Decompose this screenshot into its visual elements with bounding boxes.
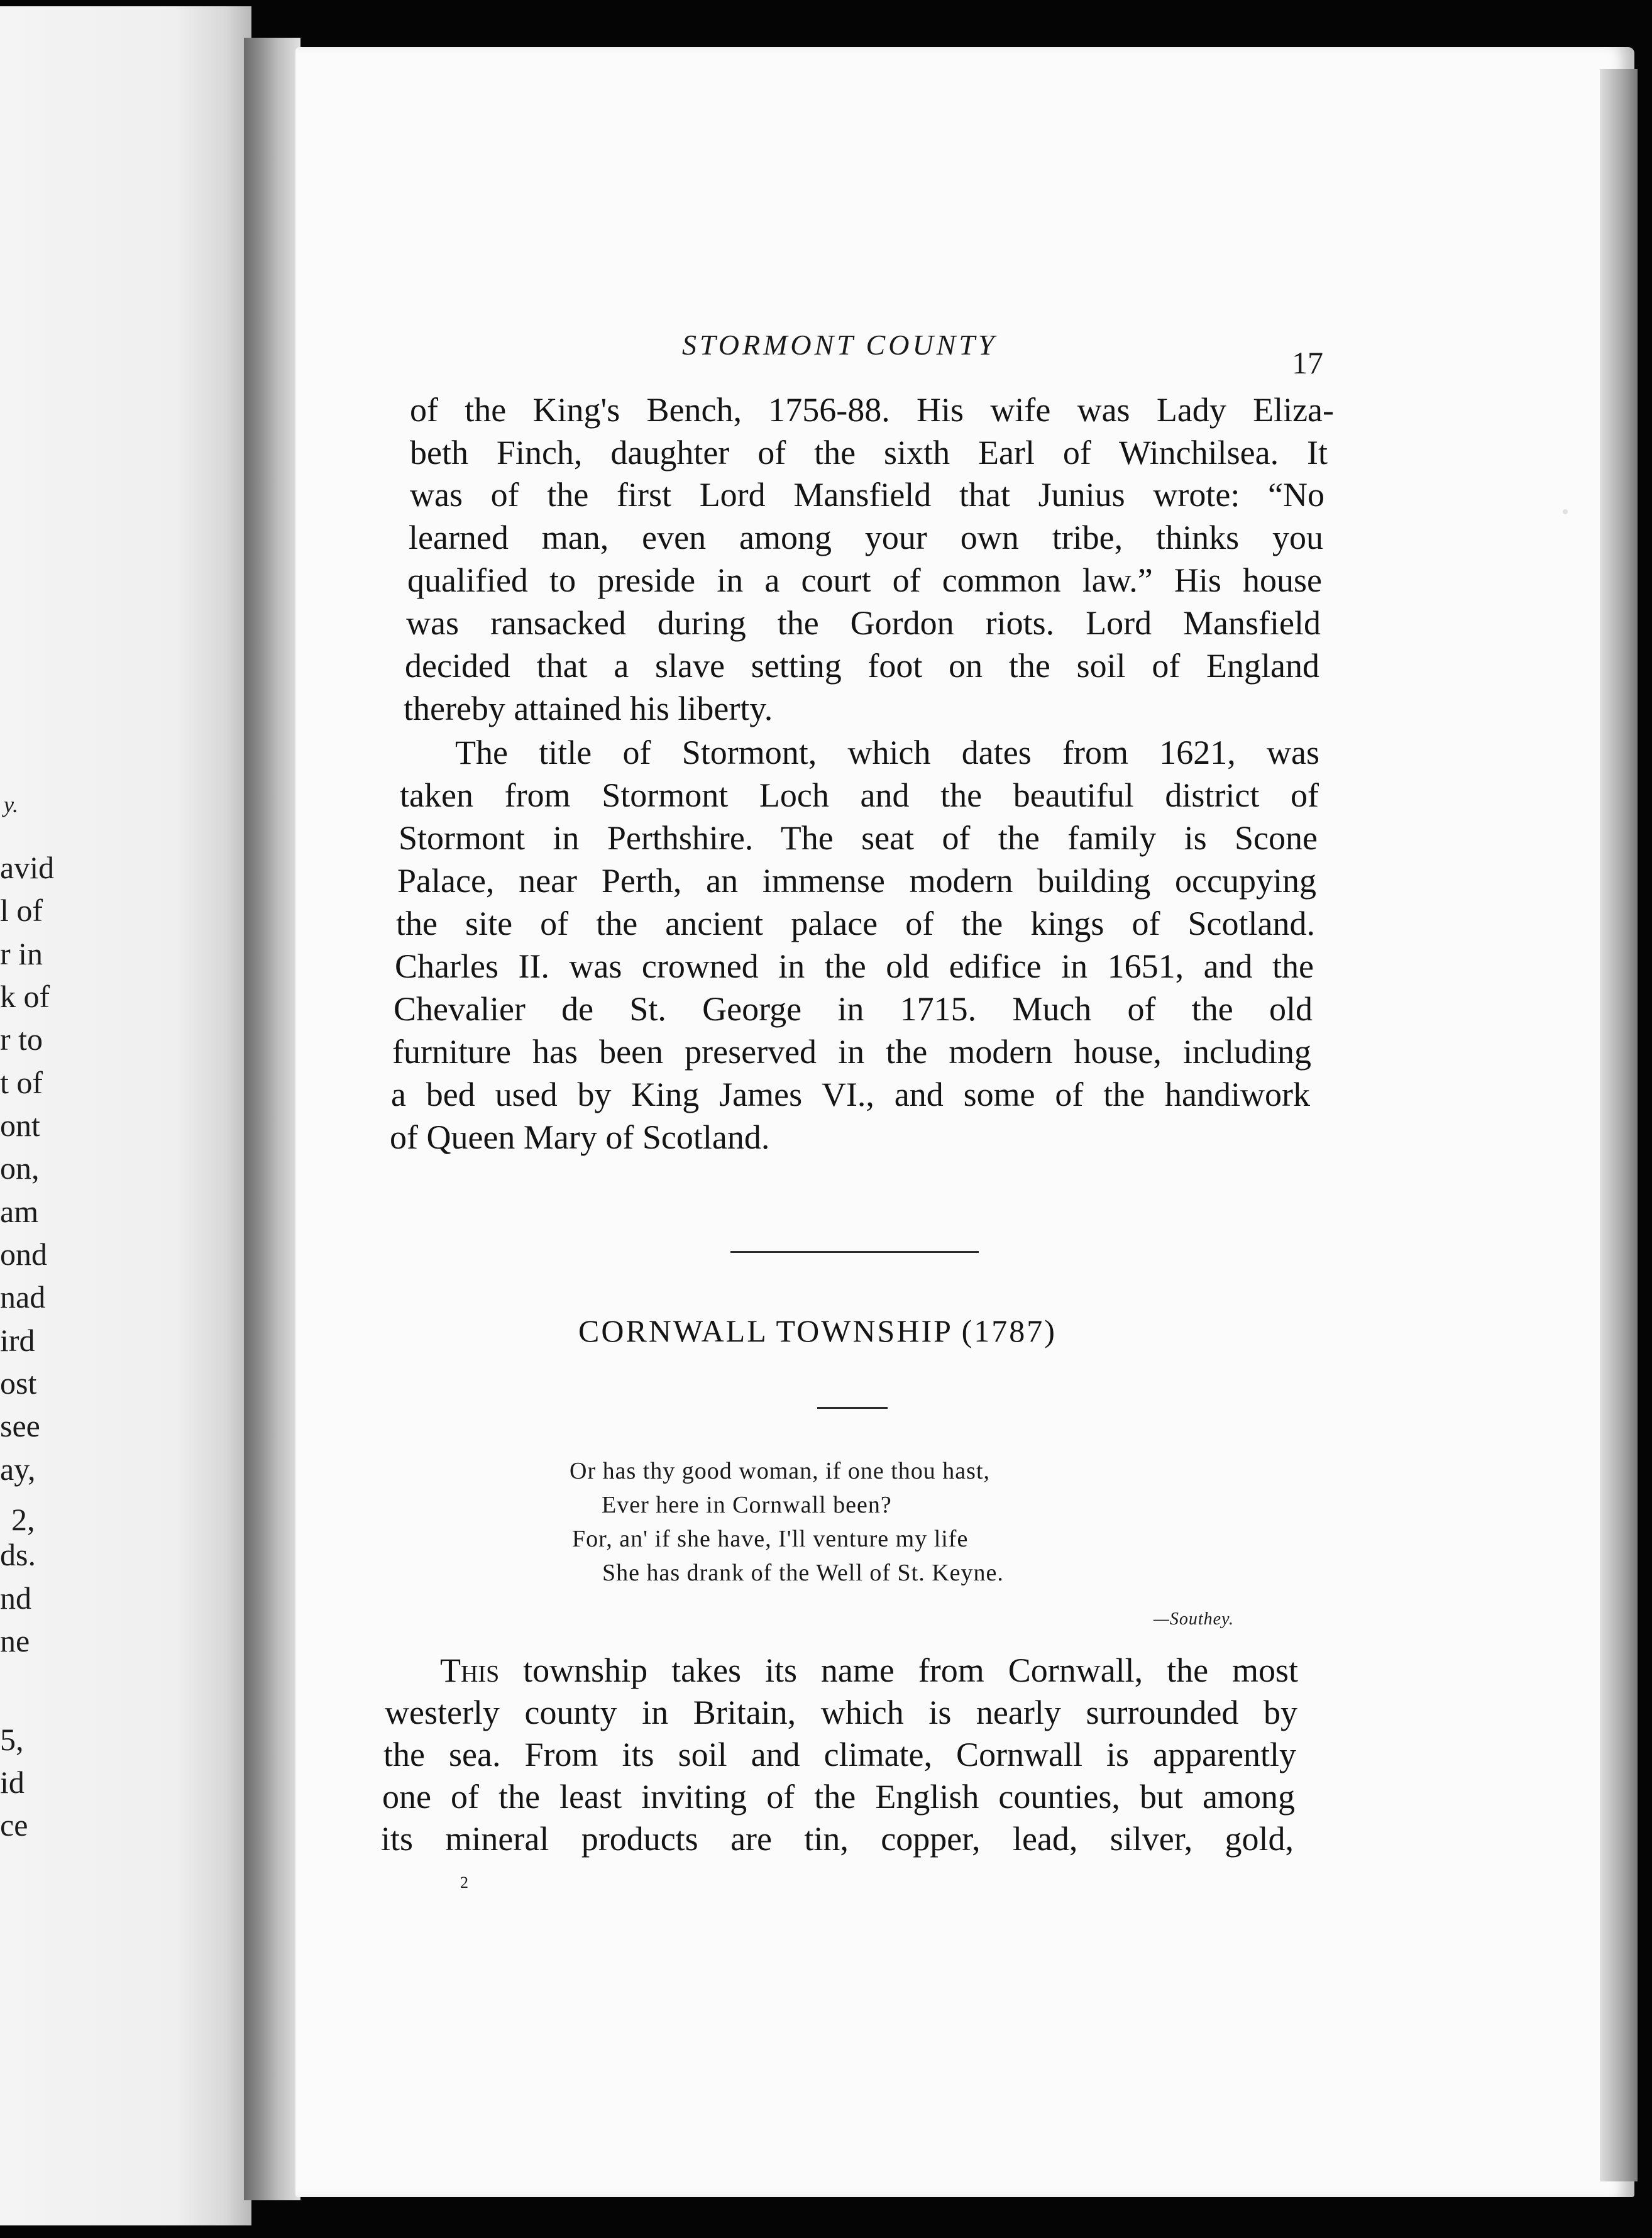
left-page-fragment: ont — [0, 1108, 40, 1143]
left-page-fragment: ay, — [0, 1452, 36, 1487]
left-page-fragment: r to — [0, 1022, 43, 1057]
left-page-fragment: see — [0, 1408, 40, 1443]
left-page-fragment: avid — [0, 850, 55, 885]
verse-line: Ever here in Cornwall been? — [602, 1492, 892, 1518]
text-line: Palace, near Perth, an immense modern building occupying — [397, 862, 1316, 900]
text-line: westerly county in Britain, which is nearly surrounded by — [385, 1694, 1297, 1731]
text-line: decided that a slave setting foot on the soil of England — [405, 647, 1319, 685]
text-line: thereby attained his liberty. — [404, 690, 773, 727]
left-page-fragment: t of — [0, 1065, 43, 1100]
text-line: the site of the ancient palace of the kings of Scotland. — [396, 905, 1315, 942]
left-page-fragment: l of — [0, 893, 43, 928]
left-page-fragment: ne — [0, 1623, 30, 1658]
text-line: The title of Stormont, which dates from 1621, was — [455, 734, 1319, 771]
text-line: beth Finch, daughter of the sixth Earl of Winchilsea. It — [410, 434, 1328, 471]
text-line: taken from Stormont Loch and the beautiful district of — [400, 776, 1319, 814]
text-line: Chevalier de St. George in 1715. Much of the old — [394, 990, 1313, 1028]
section-title-text: CORNWALL TOWNSHIP (1787) — [578, 1313, 1057, 1348]
left-page-fragment: nad — [0, 1279, 46, 1315]
text-line: the sea. From its soil and climate, Cornwall is apparently — [383, 1736, 1296, 1773]
text-line: was of the first Lord Mansfield that Junius wrote: “No — [410, 476, 1324, 514]
page-edge — [1600, 69, 1638, 2181]
section-title — [578, 1313, 1057, 1349]
text-line: qualified to preside in a court of common law.” His house — [407, 561, 1322, 599]
text-line: one of the least inviting of the English counties, but among — [382, 1778, 1295, 1816]
text-line-rest: township takes its name from Cornwall, the most — [523, 1651, 1299, 1689]
left-page-fragment: id — [0, 1765, 25, 1800]
left-page-fragment: ond — [0, 1237, 47, 1272]
left-page-fragment: nd — [0, 1580, 31, 1616]
left-page-fragment: 5, — [0, 1722, 24, 1757]
text-line: learned man, even among your own tribe, thinks you — [409, 519, 1323, 556]
left-page-fragment: am — [0, 1194, 39, 1229]
verse-line: Or has thy good woman, if one thou hast, — [570, 1458, 991, 1484]
left-page-fragment: ost — [0, 1365, 37, 1401]
text-line: of the King's Bench, 1756-88. His wife was Lady Eliza- — [410, 391, 1334, 429]
left-page-fragment: r in — [0, 936, 43, 971]
text-line: was ransacked during the Gordon riots. Lord Mansfield — [406, 604, 1321, 642]
text-line: a bed used by King James VI., and some of the handiwork — [391, 1076, 1310, 1113]
dust-speck — [1563, 509, 1568, 514]
text-line: furniture has been preserved in the modern house, including — [392, 1033, 1311, 1071]
epigraph-attribution: —Southey. — [1154, 1609, 1234, 1629]
drop-word: This — [440, 1651, 500, 1689]
left-page-fragment: 2, — [11, 1502, 35, 1537]
text-line: Stormont in Perthshire. The seat of the family is Scone — [399, 819, 1318, 857]
running-head: STORMONT COUNTY — [682, 329, 998, 361]
text-line: its mineral products are tin, copper, lead, silver, gold, — [381, 1820, 1294, 1858]
text-line: Charles II. was crowned in the old edifice in 1651, and the — [395, 947, 1314, 985]
title-underline-rule — [817, 1407, 888, 1409]
section-divider-rule — [730, 1251, 979, 1253]
signature-mark: 2 — [460, 1873, 468, 1892]
text-line: of Queen Mary of Scotland. — [390, 1118, 770, 1156]
left-page-fragment: ds. — [0, 1537, 36, 1572]
left-page-fragment: k of — [0, 979, 50, 1014]
verse-line: For, an' if she have, I'll venture my life — [572, 1526, 969, 1552]
left-page-fragment: ird — [0, 1323, 35, 1358]
page-number: 17 — [1292, 345, 1323, 380]
text-line — [440, 1653, 1298, 1687]
left-page-fragment: ce — [0, 1807, 28, 1843]
left-page-fragment: y. — [4, 792, 18, 817]
left-page-fragment: on, — [0, 1150, 40, 1186]
book-gutter — [244, 38, 300, 2200]
verse-line: She has drank of the Well of St. Keyne. — [602, 1560, 1004, 1586]
